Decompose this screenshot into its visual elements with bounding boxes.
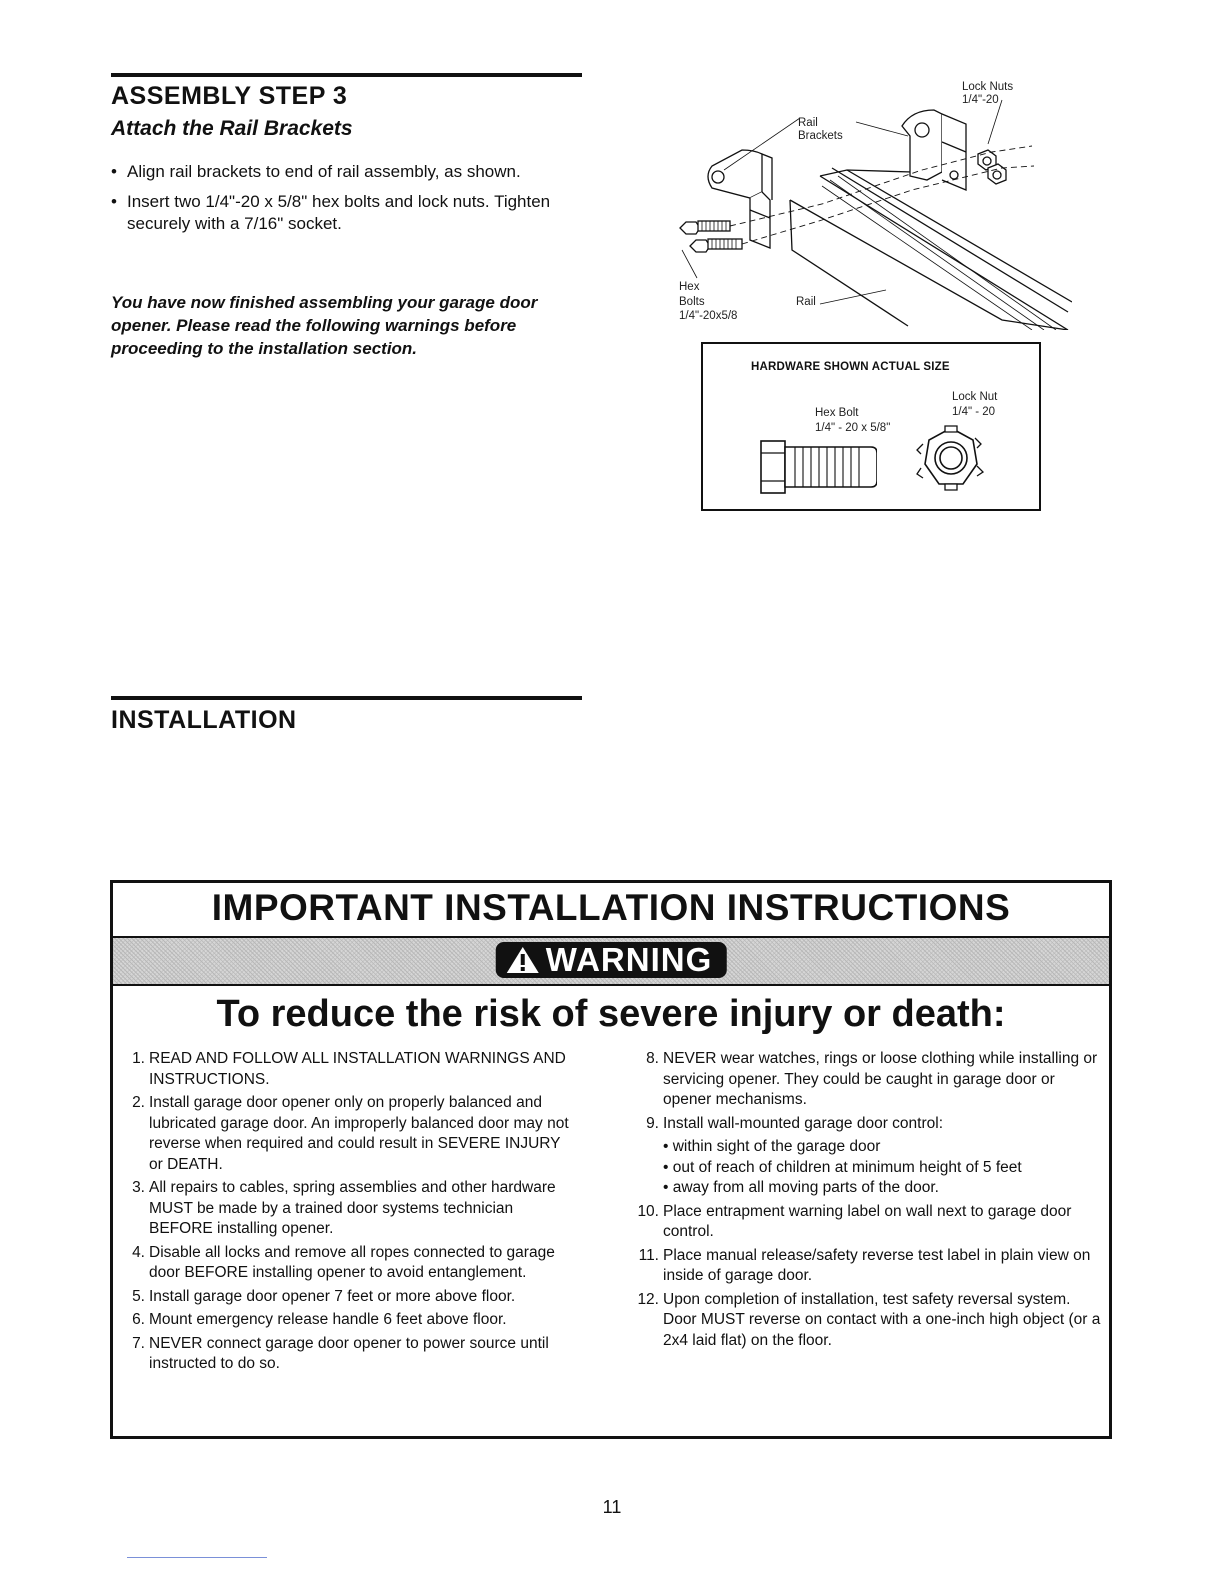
warning-band xyxy=(113,936,1109,986)
instruction-text: Place manual release/safety reverse test label in plain view on inside of garage door. xyxy=(663,1246,1091,1284)
finished-notice: You have now finished assembling your garage door opener. Please read the following warnings before proceeding to the installation section. xyxy=(111,293,538,358)
control-location-item: • out of reach of children at minimum height of 5 feet xyxy=(663,1158,1022,1176)
instruction-text: Mount emergency release handle 6 feet above floor. xyxy=(149,1311,507,1328)
instruction-item xyxy=(123,1287,577,1308)
control-location-item: • within sight of the garage door xyxy=(663,1138,881,1155)
hex-bolts-label: Hex xyxy=(679,281,700,293)
hex-bolt-label: Hex Bolt xyxy=(815,407,859,419)
instruction-text: All repairs to cables, spring assemblies and other hardware MUST be made by a trained door systems technician BEFORE installing opener. xyxy=(149,1179,556,1237)
instruction-item xyxy=(633,1049,1101,1111)
instruction-item xyxy=(633,1202,1101,1243)
lock-nuts-size-label: 1/4"-20 xyxy=(962,94,999,106)
instruction-item xyxy=(633,1246,1101,1287)
instruction-number: 3. xyxy=(132,1179,145,1196)
warning-label: WARNING xyxy=(545,941,713,978)
instruction-number: 6. xyxy=(132,1311,145,1328)
installation-title: INSTALLATION xyxy=(111,706,297,734)
lock-nuts-label: Lock Nuts xyxy=(962,81,1014,93)
page-number: 11 xyxy=(602,1497,622,1517)
assembly-bullet-list xyxy=(111,161,551,243)
instruction-number: 10. xyxy=(637,1202,659,1220)
warning-badge xyxy=(496,942,727,978)
rail-bracket-diagram xyxy=(672,80,1072,330)
instruction-number: 4. xyxy=(132,1243,145,1261)
instruction-number: 9. xyxy=(646,1114,659,1132)
instructions-right-column xyxy=(633,1049,1101,1354)
instruction-item xyxy=(123,1093,577,1175)
assembly-bullet: • Insert two 1/4"-20 x 5/8" hex bolts and lock nuts. Tighten securely with a 7/16" socket. xyxy=(111,191,551,235)
rail-brackets-label: Rail xyxy=(798,117,818,129)
instruction-text: Place entrapment warning label on wall next to garage door control. xyxy=(663,1202,1072,1240)
instruction-item xyxy=(123,1178,577,1240)
instruction-number: 8. xyxy=(646,1050,659,1067)
control-location-list xyxy=(663,1137,1101,1199)
instruction-number: 11. xyxy=(638,1246,659,1264)
risk-headline: To reduce the risk of severe injury or death: xyxy=(216,993,1006,1035)
section-rule-top xyxy=(111,73,582,77)
hex-bolt-actual-size-icon xyxy=(747,427,877,497)
instruction-number: 2. xyxy=(132,1094,145,1111)
instruction-item xyxy=(123,1334,577,1375)
hex-bolts-size-label: 1/4"-20x5/8 xyxy=(679,310,738,322)
lock-nut-size: 1/4" - 20 xyxy=(952,406,996,418)
instruction-number: 7. xyxy=(132,1334,145,1352)
instruction-text: NEVER wear watches, rings or loose clothing while installing or servicing opener. They could be caught in garage door or opener mechanisms. xyxy=(663,1050,1098,1108)
instruction-text: Disable all locks and remove all ropes connected to garage door BEFORE installing opener to avoid entanglement. xyxy=(149,1243,555,1281)
important-instructions-box xyxy=(110,880,1112,1439)
hardware-actual-size-box xyxy=(701,342,1041,511)
important-title: IMPORTANT INSTALLATION INSTRUCTIONS xyxy=(211,887,1011,928)
instruction-number: 1. xyxy=(132,1050,145,1067)
assembly-bullet: • Align rail brackets to end of rail assembly, as shown. xyxy=(111,161,551,183)
instructions-left-column xyxy=(123,1049,577,1378)
section-rule-installation xyxy=(111,696,582,700)
instruction-text: Upon completion of installation, test safety reversal system. Door MUST reverse on contact with a one-inch high object (or a 2x4 laid flat) on the floor. xyxy=(663,1290,1101,1349)
control-location-item: • away from all moving parts of the door. xyxy=(663,1179,939,1196)
instruction-item xyxy=(633,1114,1101,1199)
instruction-text: READ AND FOLLOW ALL INSTALLATION WARNINGS AND INSTRUCTIONS. xyxy=(149,1050,566,1088)
warning-triangle-icon xyxy=(506,945,540,975)
instruction-number: 12. xyxy=(637,1290,659,1308)
assembly-step-subtitle: Attach the Rail Brackets xyxy=(111,117,353,140)
lock-nut-actual-size-icon xyxy=(911,418,991,498)
instruction-text: Install garage door opener 7 feet or more above floor. xyxy=(149,1287,516,1305)
lock-nut-label: Lock Nut xyxy=(952,391,998,403)
instruction-text: Install wall-mounted garage door control: xyxy=(663,1114,944,1132)
instruction-item xyxy=(633,1290,1101,1352)
hex-bolt-size: 1/4" - 20 x 5/8" xyxy=(815,422,891,434)
instruction-number: 5. xyxy=(132,1287,145,1305)
instruction-text: NEVER connect garage door opener to power source until instructed to do so. xyxy=(149,1334,549,1372)
hex-bolts-label-2: Bolts xyxy=(679,296,705,308)
instruction-item xyxy=(123,1310,577,1331)
instruction-item xyxy=(123,1243,577,1284)
rail-brackets-label-2: Brackets xyxy=(798,130,843,142)
hardware-box-title: HARDWARE SHOWN ACTUAL SIZE xyxy=(751,361,950,373)
assembly-step-title: ASSEMBLY STEP 3 xyxy=(111,82,348,110)
instruction-text: Install garage door opener only on properly balanced and lubricated garage door. An improperly balanced door may not reverse when required and could result in SEVERE INJURY or DEATH. xyxy=(149,1094,569,1173)
instruction-item xyxy=(123,1049,577,1090)
rail-label: Rail xyxy=(796,296,816,308)
footer-line xyxy=(127,1557,267,1558)
